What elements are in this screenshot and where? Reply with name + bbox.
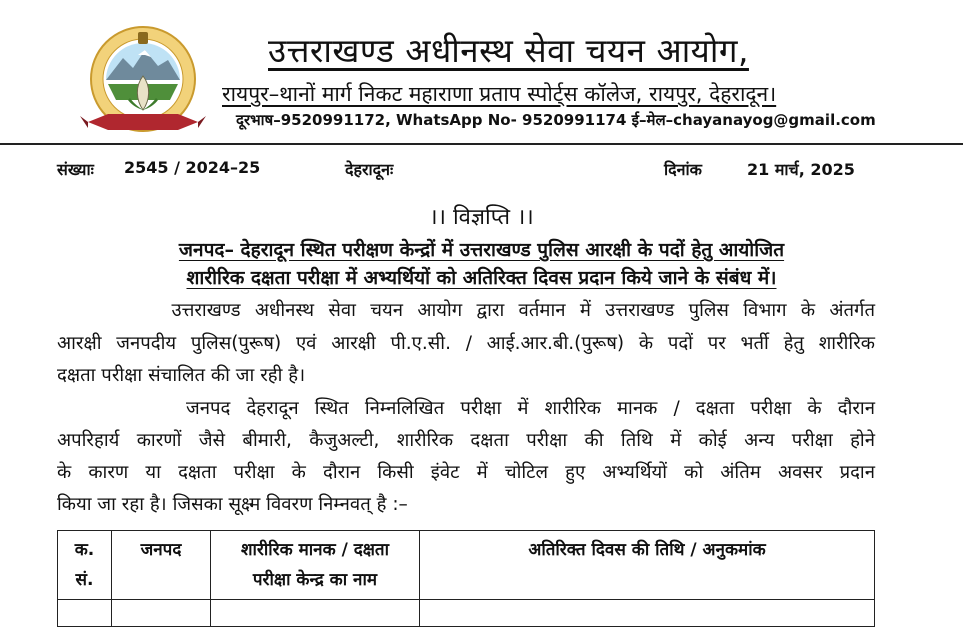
commission-logo bbox=[78, 24, 208, 139]
column-header-text: सं. bbox=[75, 570, 94, 590]
org-name: उत्तराखण्ड अधीनस्थ सेवा चयन आयोग, bbox=[268, 31, 749, 70]
letter-number-label: संख्याः bbox=[57, 160, 94, 179]
table-cell bbox=[420, 600, 875, 627]
org-contact: दूरभाष–9520991172, WhatsApp No- 9520991174 ई–मेल–chayanayog@gmail.com bbox=[236, 111, 876, 129]
column-header-serial bbox=[58, 531, 112, 600]
column-header-district bbox=[112, 531, 211, 600]
letter-place: देहरादूनः bbox=[345, 160, 394, 179]
subject-line: शारीरिक दक्षता परीक्षा में अभ्यर्थियों को अतिरिक्त दिवस प्रदान किये जाने के संबंध में। bbox=[186, 267, 777, 289]
letter-number: 2545 / 2024–25 bbox=[124, 158, 261, 177]
header-divider bbox=[0, 143, 963, 145]
paragraph-line: जनपद देहरादून स्थित निम्नलिखित परीक्षा में शारीरिक मानक / दक्षता परीक्षा के दौरान bbox=[57, 398, 875, 419]
column-header-text: अतिरिक्त दिवस की तिथि / अनुकमांक bbox=[528, 540, 766, 560]
paragraph-line: किया जा रहा है। जिसका सूक्ष्म विवरण निम्नवत् है :– bbox=[57, 494, 408, 515]
subject-line: जनपद– देहरादून स्थित परीक्षण केन्द्रों में उत्तराखण्ड पुलिस आरक्षी के पदों हेतु आयोजित bbox=[178, 239, 785, 261]
column-header-text: परीक्षा केन्द्र का नाम bbox=[252, 570, 378, 590]
table-header-row bbox=[58, 531, 875, 600]
column-header-text: शारीरिक मानक / दक्षता bbox=[240, 540, 390, 560]
column-header-text: जनपद bbox=[140, 540, 182, 560]
table-cell bbox=[58, 600, 112, 627]
column-header-text: क. bbox=[74, 540, 95, 560]
column-header-date-rollno bbox=[420, 531, 875, 600]
paragraph-line: के कारण या दक्षता परीक्षा के दौरान किसी इंवेट में चोटिल हुए अभ्यर्थियों को अंतिम अवसर प्रदान bbox=[57, 462, 875, 483]
paragraph-line: अपरिहार्य कारणों जैसे बीमारी, कैजुअल्टी, शारीरिक दक्षता परीक्षा की तिथि में कोई अन्य परीक्षा होने bbox=[57, 430, 875, 451]
table-cell bbox=[112, 600, 211, 627]
paragraph-line: आरक्षी जनपदीय पुलिस(पुरूष) एवं आरक्षी पी.ए.सी. / आई.आर.बी.(पुरूष) के पदों पर भर्ती हेतु शारीरिक bbox=[57, 333, 875, 354]
table-row bbox=[58, 600, 875, 627]
letter-date: 21 मार्च, 2025 bbox=[747, 160, 855, 179]
date-label: दिनांक bbox=[664, 160, 702, 179]
org-address: रायपुर–थानों मार्ग निकट महाराणा प्रताप स्पोर्ट्स कॉलेज, रायपुर, देहरादून। bbox=[222, 82, 777, 106]
paragraph-line: उत्तराखण्ड अधीनस्थ सेवा चयन आयोग द्वारा वर्तमान में उत्तराखण्ड पुलिस विभाग के अंतर्गत bbox=[57, 300, 875, 321]
notice-title: ।। विज्ञप्ति ।। bbox=[429, 205, 534, 230]
column-header-centre bbox=[211, 531, 420, 600]
paragraph-line: दक्षता परीक्षा संचालित की जा रही है। bbox=[57, 365, 306, 386]
table-cell bbox=[211, 600, 420, 627]
extra-day-table bbox=[57, 530, 875, 627]
